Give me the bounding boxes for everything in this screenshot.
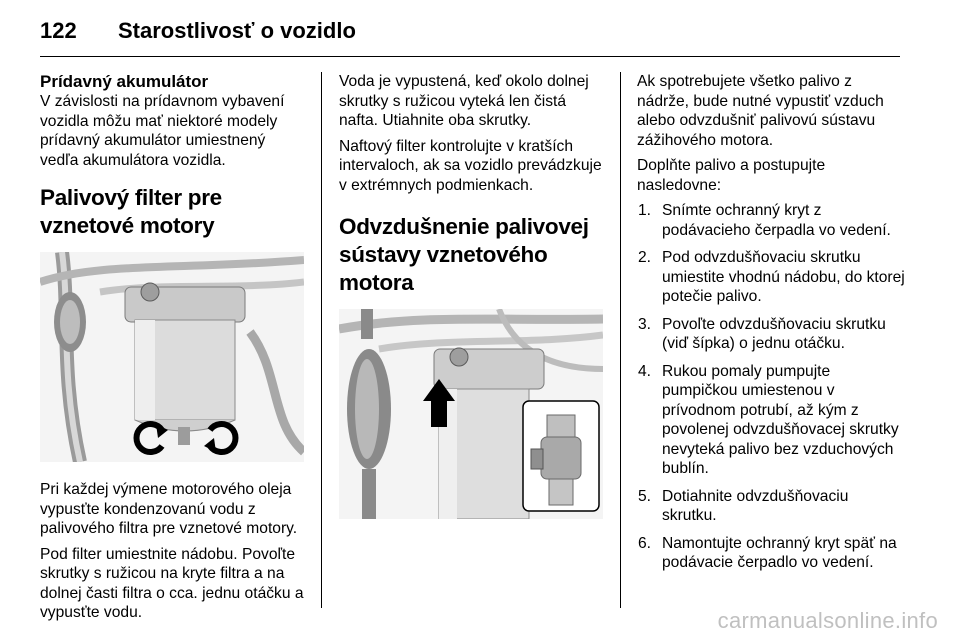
- column-divider: [620, 72, 621, 608]
- section-heading: Odvzdušnenie palivovej sústavy vznetového motora: [339, 214, 589, 295]
- list-item: 6. Namontujte ochranný kryt späť na podávacie čerpadlo vo vedení.: [638, 534, 897, 571]
- watermark: carmanualsonline.info: [717, 608, 938, 633]
- battery-paragraph: V závislosti na prídavnom vybavení vozidla môžu mať niektoré modely prídavný akumulátor umiestnený vedľa akumulátora vozidla.: [40, 93, 285, 169]
- column-divider: [321, 72, 322, 608]
- list-item: 1. Snímte ochranný kryt z podávacieho čerpadla vo vedení.: [638, 202, 891, 239]
- fuel-filter-drawing: [40, 252, 304, 462]
- bleeding-steps-list: [637, 201, 907, 573]
- bleed-screw-drawing: [339, 309, 603, 519]
- column-1: [40, 72, 304, 629]
- page-title: Starostlivosť o vozidlo: [118, 18, 356, 43]
- list-item: 2. Pod odvzdušňovaciu skrutku umiestite vhodnú nádobu, do ktorej potečie palivo.: [638, 249, 905, 305]
- section-subheading: Prídavný akumulátor: [40, 72, 209, 91]
- water-drained-paragraph: Voda je vypustená, keď okolo dolnej skrutky s ružicou vyteká len čistá nafta. Utiahnite oba skrutky.: [339, 73, 589, 129]
- column-2: [339, 72, 603, 537]
- oil-change-paragraph: Pri každej výmene motorového oleja vypusťte kondenzovanú vodu z palivového filtra pre vznetové motory.: [40, 481, 298, 537]
- bleed-screw-illustration: [339, 309, 603, 519]
- section-heading: Palivový filter pre vznetové motory: [40, 185, 222, 238]
- list-item: 4. Rukou pomaly pumpujte pumpičkou umiestenou v prívodnom potrubí, až kým z povolenej odvzdušňovacej skrutky nevyteká palivo bez vzduchových bublín.: [638, 362, 899, 477]
- empty-tank-paragraph: Ak spotrebujete všetko palivo z nádrže, bude nutné vypustiť vzduch alebo odvzdušniť palivovú sústavu zážihového motora.: [637, 73, 884, 149]
- filter-check-paragraph: Naftový filter kontrolujte v kratších intervaloch, ak sa vozidlo prevádzkuje v extrémnych podmienkach.: [339, 137, 602, 194]
- page-number: 122: [40, 18, 77, 43]
- header-rule: [40, 56, 900, 57]
- drain-paragraph: Pod filter umiestnite nádobu. Povoľte skrutky s ružicou na kryte filtra a na dolnej časti filtra o cca. jednu otáčku a vypusťte vodu.: [40, 545, 304, 621]
- list-item: 5. Dotiahnite odvzdušňovaciu skrutku.: [638, 487, 849, 524]
- procedure-intro: Doplňte palivo a postupujte nasledovne:: [637, 157, 826, 194]
- list-item: 3. Povoľte odvzdušňovaciu skrutku (viď šípka) o jednu otáčku.: [638, 315, 886, 352]
- column-3: [637, 72, 907, 581]
- fuel-filter-illustration: [40, 252, 304, 462]
